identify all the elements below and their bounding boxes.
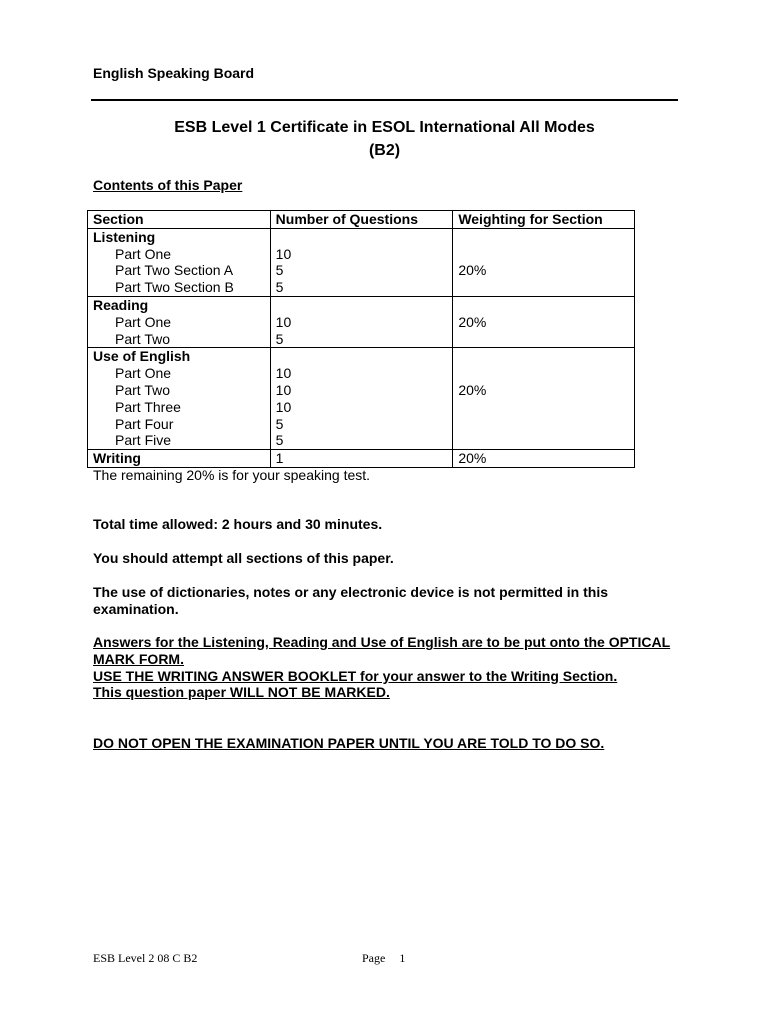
do-not-open-notice: DO NOT OPEN THE EXAMINATION PAPER UNTIL YOU ARE TOLD TO DO SO. <box>93 735 605 751</box>
answers-line: Answers for the Listening, Reading and Use of English are to be put onto the OPTICAL MARK FORM. <box>93 634 671 667</box>
weighting-cell <box>453 348 635 450</box>
question-count: 5 <box>275 330 284 347</box>
writing-booklet-line: USE THE WRITING ANSWER BOOKLET for your answer to the Writing Section. <box>93 667 618 684</box>
questions-cell <box>270 450 453 468</box>
weighting-value: 20% <box>458 450 487 467</box>
table-header-row <box>88 211 635 229</box>
question-count: 10 <box>275 313 292 330</box>
devices-instruction: The use of dictionaries, notes or any electronic device is not permitted in this examination. <box>93 584 609 617</box>
header-divider <box>91 99 678 101</box>
remaining-note: The remaining 20% is for your speaking test. <box>93 467 371 483</box>
table-row-reading <box>88 296 635 347</box>
attempt-instruction: You should attempt all sections of this paper. <box>93 550 394 566</box>
question-count: 10 <box>275 381 292 398</box>
weighting-value: 20% <box>458 262 487 279</box>
section-name: Reading <box>93 296 149 313</box>
question-count: 10 <box>275 245 292 262</box>
page-label: Page <box>362 951 386 965</box>
weighting-cell <box>453 296 635 347</box>
section-cell <box>88 228 271 296</box>
header-questions: Number of Questions <box>270 211 453 229</box>
page-number: 1 <box>399 951 406 965</box>
paper-level: (B2) <box>368 142 401 159</box>
header-weighting: Weighting for Section <box>453 211 635 229</box>
weighting-cell <box>453 228 635 296</box>
section-name: Use of English <box>93 348 191 365</box>
part-name: Part Two Section A <box>115 262 234 279</box>
question-count: 1 <box>275 450 284 467</box>
question-count: 10 <box>275 365 292 382</box>
contents-table <box>87 210 635 468</box>
part-name: Part Five <box>115 432 172 449</box>
header-section: Section <box>88 211 271 229</box>
total-time: Total time allowed: 2 hours and 30 minutes. <box>93 516 383 532</box>
paper-title: ESB Level 1 Certificate in ESOL International All Modes <box>174 119 595 136</box>
part-name: Part Three <box>115 398 181 415</box>
table-row-listening <box>88 228 635 296</box>
question-count: 5 <box>275 432 284 449</box>
section-name: Listening <box>93 228 156 245</box>
question-count: 10 <box>275 398 292 415</box>
section-cell <box>88 348 271 450</box>
table-row-writing <box>88 450 635 468</box>
question-count: 5 <box>275 262 284 279</box>
organization-name: English Speaking Board <box>93 65 255 81</box>
part-name: Part One <box>115 365 172 382</box>
section-name: Writing <box>93 450 141 467</box>
not-marked-line: This question paper WILL NOT BE MARKED. <box>93 684 390 701</box>
contents-heading: Contents of this Paper <box>93 177 243 193</box>
section-cell <box>88 296 271 347</box>
questions-cell <box>270 228 453 296</box>
part-name: Part Two <box>115 381 170 398</box>
questions-cell <box>270 296 453 347</box>
part-name: Part One <box>115 245 172 262</box>
questions-cell <box>270 348 453 450</box>
weighting-cell <box>453 450 635 468</box>
question-count: 5 <box>275 279 284 296</box>
answer-instructions <box>93 634 693 701</box>
section-cell <box>88 450 271 468</box>
table-row-use-of-english <box>88 348 635 450</box>
footer-paper-code: ESB Level 2 08 C B2 <box>93 951 198 965</box>
part-name: Part Two <box>115 330 170 347</box>
question-count: 5 <box>275 415 284 432</box>
footer-page <box>362 951 405 966</box>
part-name: Part One <box>115 313 172 330</box>
weighting-value: 20% <box>458 313 487 330</box>
part-name: Part Four <box>115 415 174 432</box>
part-name: Part Two Section B <box>115 279 234 296</box>
weighting-value: 20% <box>458 381 487 398</box>
